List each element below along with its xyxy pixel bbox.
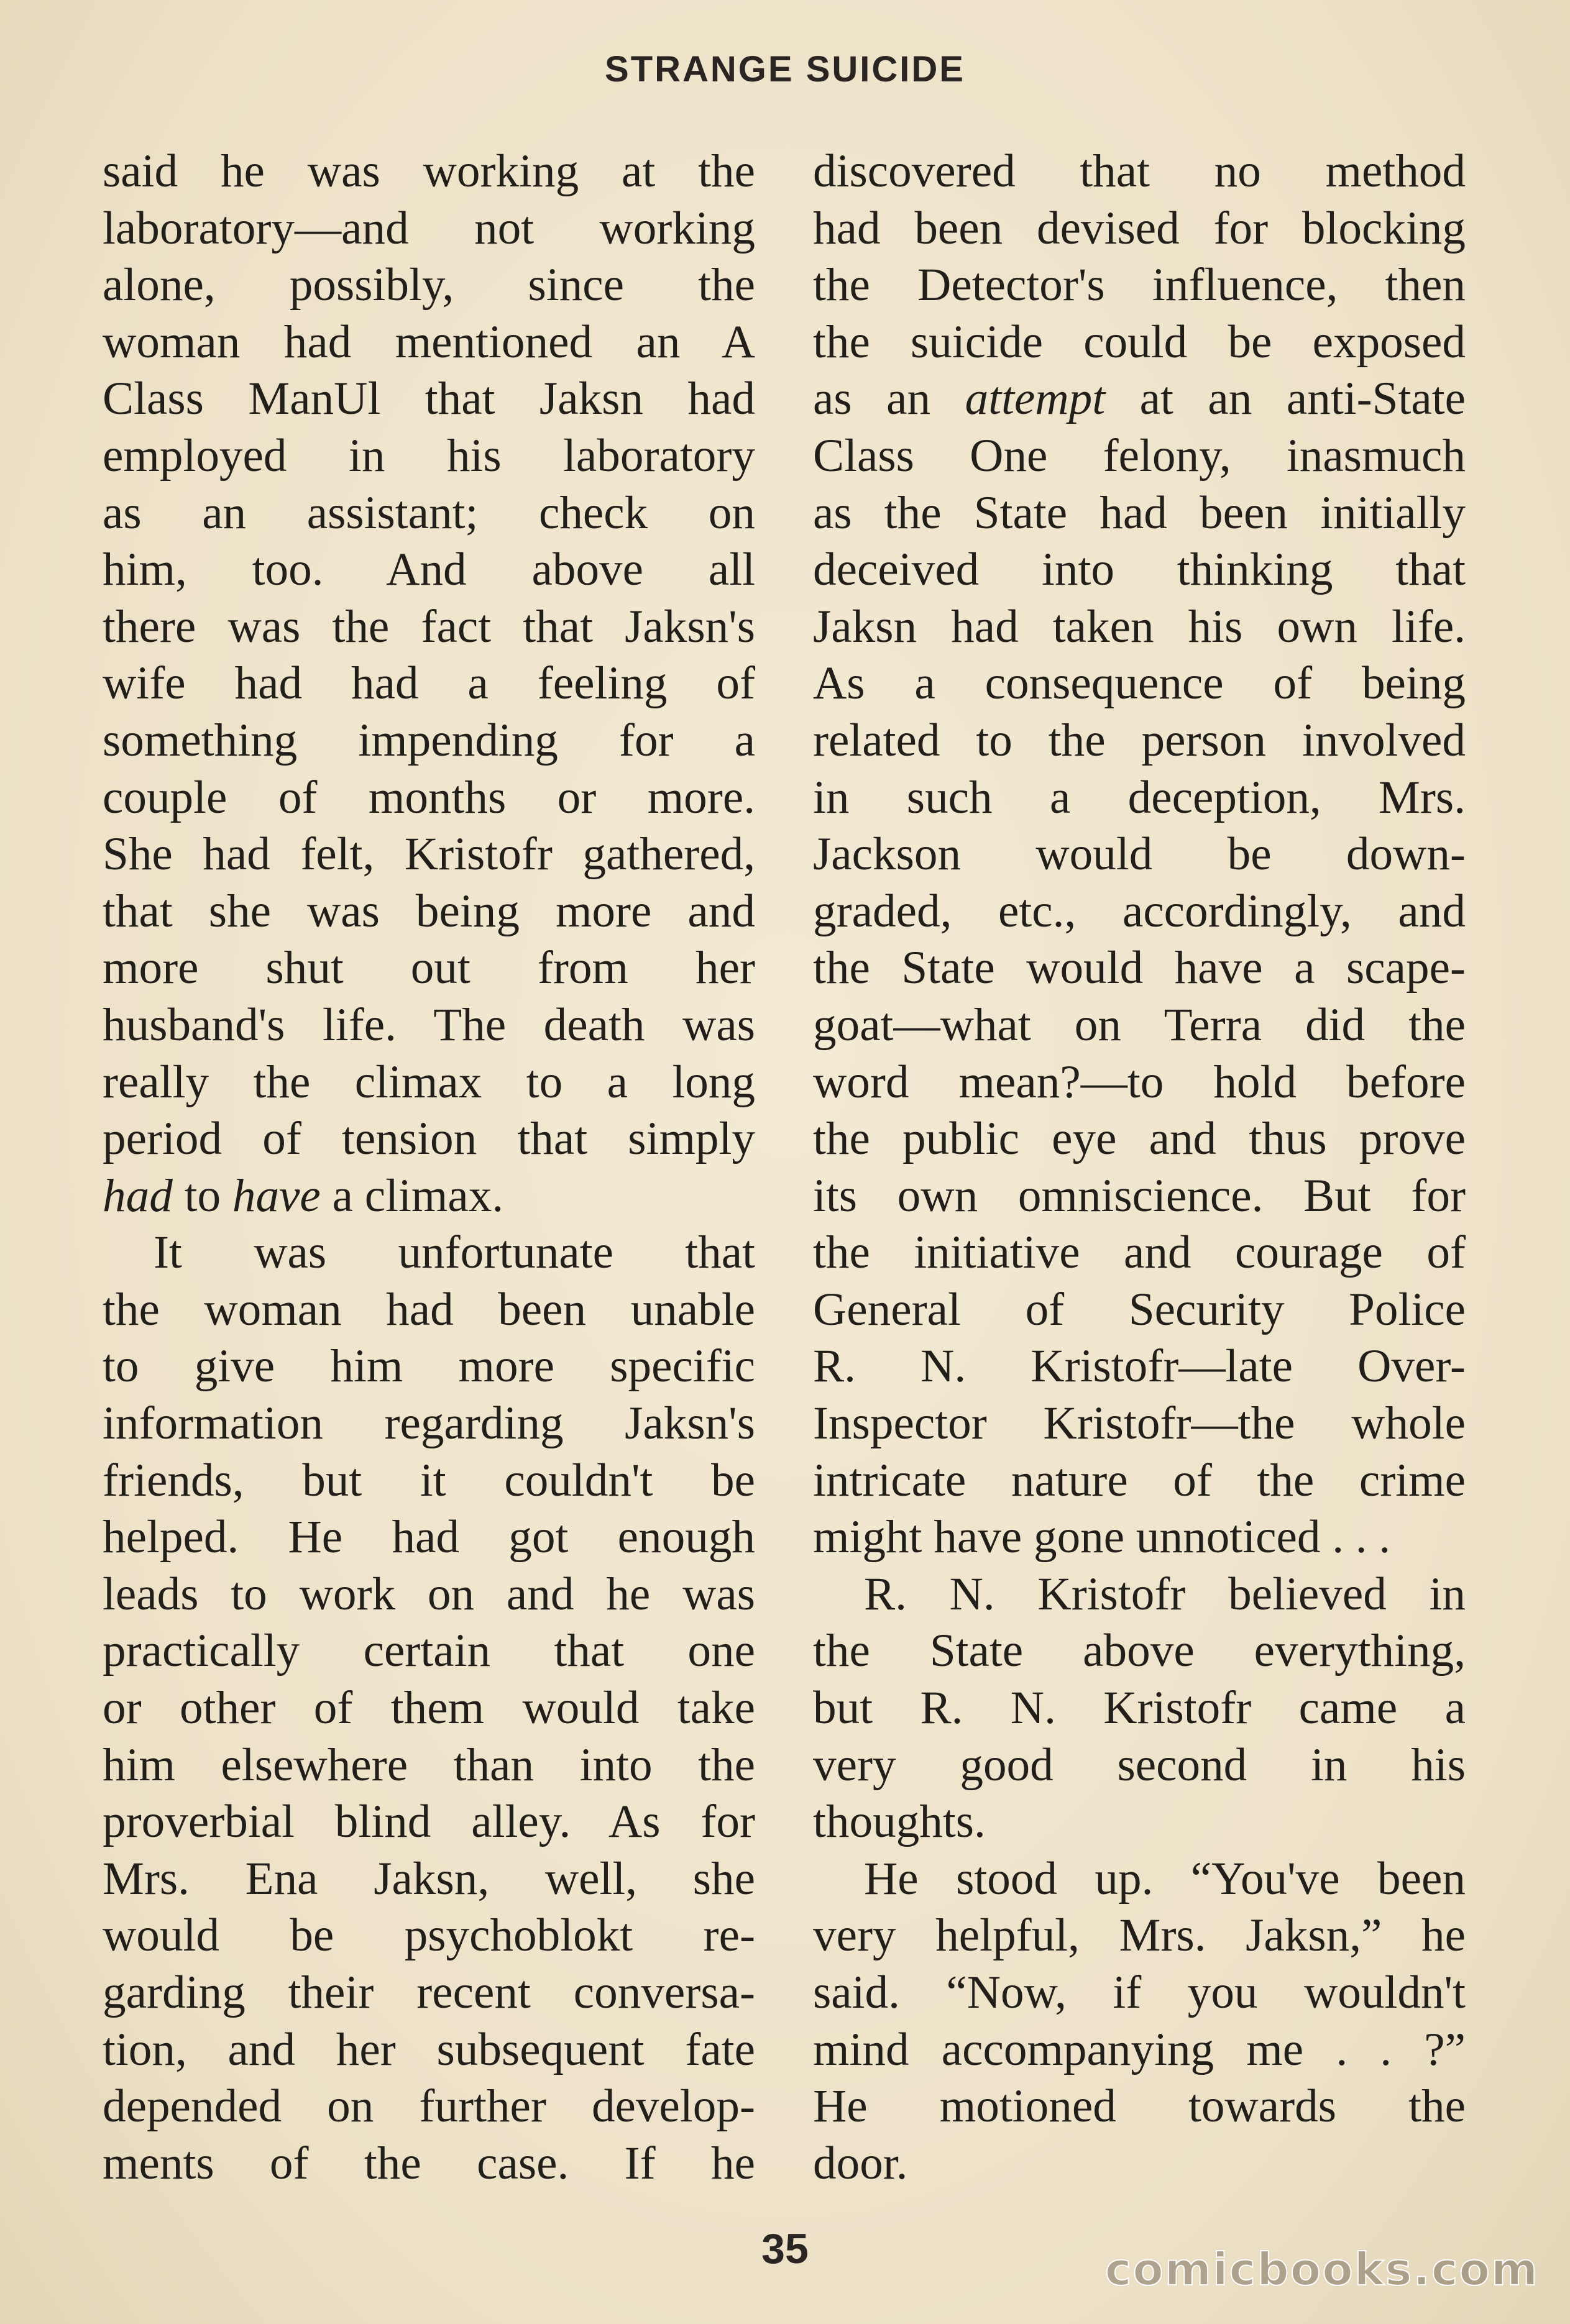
text-line: couple of months or more. [103,771,755,823]
text-line: its own omniscience. But for [813,1169,1466,1222]
text-line: him, too. And above all [103,544,755,596]
text-line: door. [813,2137,908,2189]
paragraph [813,143,1466,1566]
text-line: word mean?—to hold before [813,1056,1466,1108]
text-line: discovered that no method [813,145,1466,197]
text-line: mind accompanying me . . ?” [813,2023,1466,2075]
text-line: the initiative and courage of [813,1227,1466,1279]
page-number: 35 [761,2225,809,2272]
text-line: husband's life. The death was [103,999,755,1051]
text-line: the State above everything, [813,1625,1466,1677]
text-line: intricate nature of the crime [813,1454,1466,1506]
text-line: as an attempt at an anti-State [813,373,1466,425]
right-column [813,143,1466,2192]
text-line: practically certain that one [103,1625,755,1677]
text-line: thoughts. [813,1796,986,1848]
text-line: alone, possibly, since the [103,259,755,311]
text-line: It was unfortunate that [154,1227,755,1279]
text-line: there was the fact that Jaksn's [103,600,755,652]
text-line: helped. He had got enough [103,1511,755,1563]
text-line: Class One felony, inasmuch [813,429,1466,482]
text-line: very good second in his [813,1739,1466,1791]
text-line: woman had mentioned an A [103,316,755,368]
text-line: Inspector Kristofr—the whole [813,1398,1466,1450]
text-line: friends, but it couldn't be [103,1454,755,1506]
text-line: the suicide could be exposed [813,316,1466,368]
text-line: had been devised for blocking [813,202,1466,254]
text-line: As a consequence of being [813,657,1466,710]
text-line: said he was working at the [103,145,755,197]
text-line: ments of the case. If he [103,2137,755,2189]
text-line: very helpful, Mrs. Jaksn,” he [813,1910,1466,1962]
text-line: Jaksn had taken his own life. [813,600,1466,652]
text-line: He stood up. “You've been [864,1852,1466,1905]
text-line: period of tension that simply [103,1113,755,1165]
text-line: R. N. Kristofr—late Over- [813,1340,1466,1393]
text-line: General of Security Police [813,1283,1466,1335]
text-line: information regarding Jaksn's [103,1398,755,1450]
text-line: She had felt, Kristofr gathered, [103,828,755,881]
text-line: but R. N. Kristofr came a [813,1682,1466,1734]
paragraph [103,143,755,1224]
text-line: deceived into thinking that [813,544,1466,596]
text-line: to give him more specific [103,1340,755,1393]
text-line: that she was being more and [103,885,755,937]
text-line: He motioned towards the [813,2080,1466,2133]
text-line: as the State had been initially [813,487,1466,539]
text-line: depended on further develop- [103,2080,755,2133]
text-line: said. “Now, if you wouldn't [813,1967,1466,2018]
text-line: R. N. Kristofr believed in [864,1568,1466,1620]
text-line: employed in his laboratory [103,429,755,482]
text-line: proverbial blind alley. As for [103,1796,755,1848]
text-line: wife had had a feeling of [103,657,755,710]
text-line: related to the person involved [813,714,1466,766]
text-line: might have gone unnoticed . . . [813,1511,1391,1563]
text-line: Mrs. Ena Jaksn, well, she [103,1852,755,1905]
text-line: Class ManUl that Jaksn had [103,373,755,425]
paragraph [813,1566,1466,1851]
text-line: or other of them would take [103,1682,755,1734]
text-line: him elsewhere than into the [103,1739,755,1791]
text-line: the public eye and thus prove [813,1113,1466,1165]
text-line: the Detector's influence, then [813,259,1466,311]
text-line: as an assistant; check on [103,487,755,539]
text-line: the State would have a scape- [813,942,1466,994]
text-line: laboratory—and not working [103,202,755,254]
watermark: comicbooks.com [1104,2243,1539,2295]
text-line: graded, etc., accordingly, and [813,885,1466,937]
text-line: in such a deception, Mrs. [813,771,1466,823]
text-line: would be psychoblokt re- [103,1910,755,1962]
paragraph [103,1224,755,2192]
paragraph [813,1851,1466,2192]
left-column [103,143,755,2192]
running-head: STRANGE SUICIDE [605,49,965,89]
text-line: goat—what on Terra did the [813,999,1466,1051]
text-line: tion, and her subsequent fate [103,2023,755,2075]
text-line: more shut out from her [103,942,755,994]
text-line: had to have a climax. [103,1169,504,1222]
text-line: the woman had been unable [103,1283,755,1335]
text-line: Jackson would be down- [813,828,1466,881]
text-line: something impending for a [103,714,755,766]
text-line: really the climax to a long [103,1056,755,1108]
text-line: garding their recent conversa- [103,1967,755,2018]
text-line: leads to work on and he was [103,1568,755,1620]
